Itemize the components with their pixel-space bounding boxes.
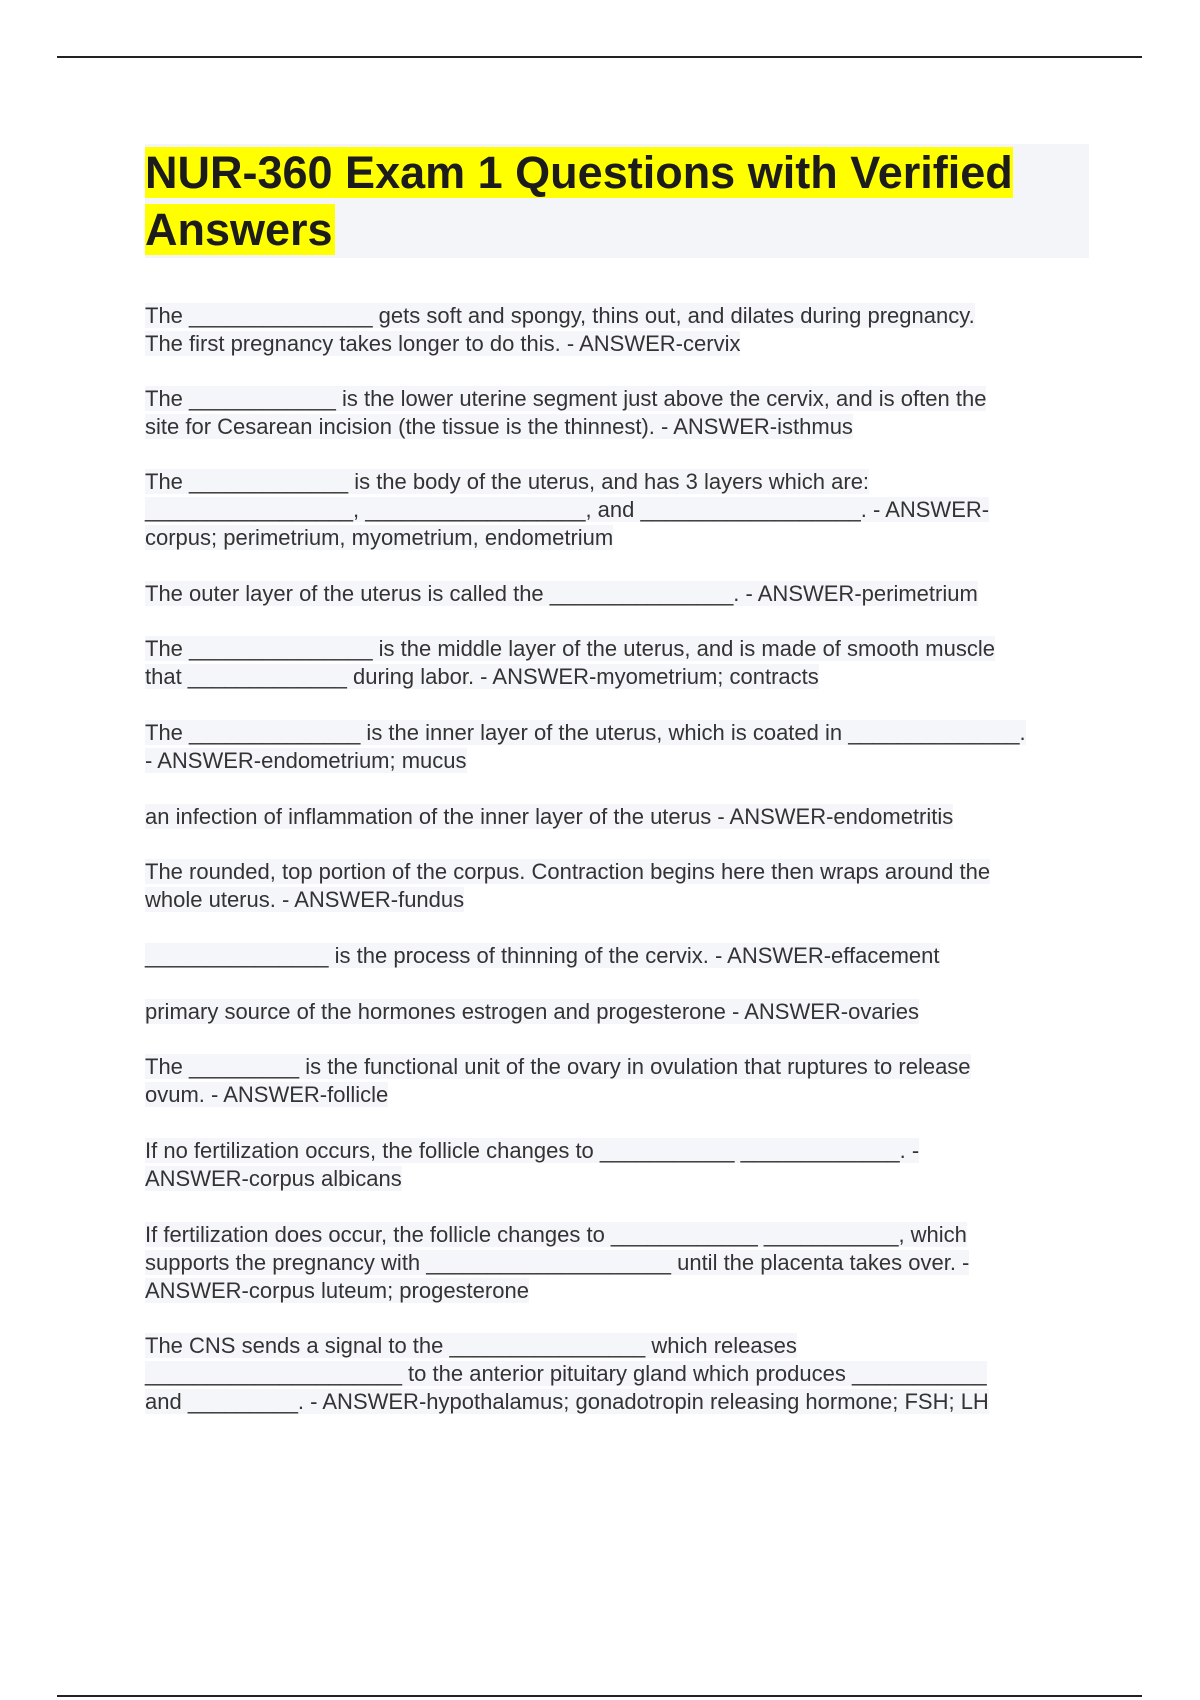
- question-item: The ____________ is the lower uterine segment just above the cervix, and is often the site for Cesarean incision (the tissue is the thinnest). - ANSWER-isthmus: [145, 386, 987, 439]
- question-item: The _________ is the functional unit of the ovary in ovulation that ruptures to release ovum. - ANSWER-follicle: [145, 1054, 971, 1107]
- page-top-rule: [57, 56, 1142, 58]
- question-item: If no fertilization occurs, the follicle changes to ___________ _____________. - ANSWER-corpus albicans: [145, 1138, 920, 1191]
- title-block: [145, 144, 1089, 258]
- question-item: The CNS sends a signal to the ________________ which releases _____________________ to the anterior pituitary gland which produces ___________ and _________. - ANSWER-hypothalamus; gonadotropin releasing hormone; FSH; LH: [145, 1333, 989, 1414]
- page-title: [145, 144, 1089, 258]
- question-item: _______________ is the process of thinning of the cervix. - ANSWER-effacement: [145, 943, 940, 968]
- question-item: If fertilization does occur, the follicle changes to ____________ ___________, which supports the pregnancy with ____________________ until the placenta takes over. - ANSWER-corpus luteum; progesterone: [145, 1222, 970, 1303]
- question-item: The rounded, top portion of the corpus. Contraction begins here then wraps around the whole uterus. - ANSWER-fundus: [145, 859, 991, 912]
- question-item: an infection of inflammation of the inner layer of the uterus - ANSWER-endometritis: [145, 804, 954, 829]
- question-item: The outer layer of the uterus is called the _______________. - ANSWER-perimetrium: [145, 581, 978, 606]
- question-item: primary source of the hormones estrogen and progesterone - ANSWER-ovaries: [145, 999, 920, 1024]
- question-item: The _______________ is the middle layer of the uterus, and is made of smooth muscle that _____________ during labor. - ANSWER-myometrium; contracts: [145, 636, 995, 689]
- question-list: [145, 302, 1095, 1416]
- question-item: The _______________ gets soft and spongy, thins out, and dilates during pregnancy. The first pregnancy takes longer to do this. - ANSWER-cervix: [145, 303, 975, 356]
- question-item: The ______________ is the inner layer of the uterus, which is coated in ______________. - ANSWER-endometrium; mucus: [145, 720, 1026, 773]
- question-item: The _____________ is the body of the uterus, and has 3 layers which are: _________________, __________________, and __________________. - ANSWER- corpus; perimetrium, myometrium, endometrium: [145, 469, 990, 550]
- page-bottom-rule: [57, 1695, 1142, 1697]
- page-title-text: NUR-360 Exam 1 Questions with Verified Answers: [145, 147, 1013, 255]
